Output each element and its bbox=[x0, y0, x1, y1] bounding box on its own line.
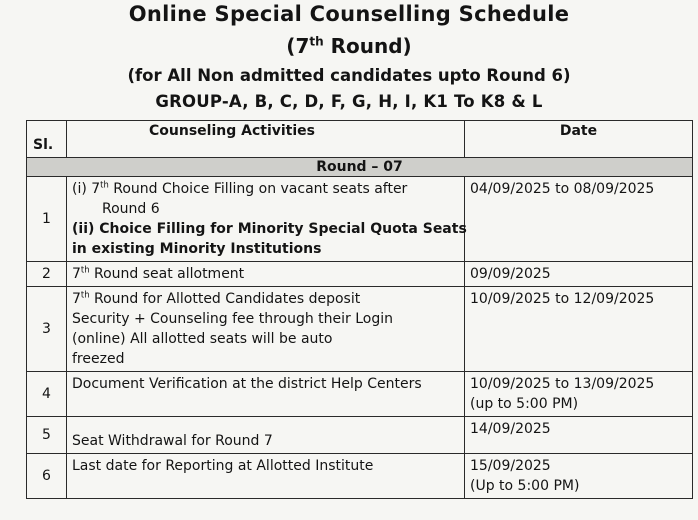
activity-text: (i) 7 bbox=[72, 181, 101, 197]
row-date bbox=[465, 454, 693, 499]
activity-line bbox=[72, 289, 459, 309]
activity-line: (ii) Choice Filling for Minority Special Quota Seats bbox=[72, 221, 467, 237]
round-heading-close: Round) bbox=[323, 34, 412, 58]
activity-line bbox=[72, 179, 459, 199]
activity-text: 7 bbox=[72, 291, 81, 307]
activity-line bbox=[72, 264, 459, 284]
table-header-row bbox=[27, 121, 693, 158]
table-row bbox=[27, 372, 693, 417]
activity-line: Document Verification at the district Help Centers bbox=[72, 376, 422, 392]
activity-line: Last date for Reporting at Allotted Institute bbox=[72, 458, 374, 474]
round-heading-open: (7 bbox=[286, 34, 310, 58]
date-text: 10/09/2025 to 13/09/2025 bbox=[470, 376, 655, 392]
activity-line: (online) All allotted seats will be auto bbox=[72, 331, 333, 347]
row-sl: 1 bbox=[27, 177, 67, 262]
activity-line: in existing Minority Institutions bbox=[72, 241, 322, 257]
row-date bbox=[465, 372, 693, 417]
activity-line: freezed bbox=[72, 351, 125, 367]
row-sl: 3 bbox=[27, 287, 67, 372]
row-sl: 5 bbox=[27, 417, 67, 454]
table-row bbox=[27, 417, 693, 454]
row-date bbox=[465, 417, 693, 454]
row-activity bbox=[67, 262, 465, 287]
row-activity bbox=[67, 417, 465, 454]
activity-line: Seat Withdrawal for Round 7 bbox=[72, 433, 273, 449]
activity-line: Round 6 bbox=[102, 201, 160, 217]
activity-line: Security + Counseling fee through their Login bbox=[72, 311, 394, 327]
header-date: Date bbox=[465, 121, 693, 158]
table-row bbox=[27, 454, 693, 499]
activity-text: Round seat allotment bbox=[89, 266, 245, 282]
group-list: GROUP-A, B, C, D, F, G, H, I, K1 To K8 & L bbox=[155, 92, 543, 111]
row-sl: 6 bbox=[27, 454, 67, 499]
round-heading-sup: th bbox=[309, 34, 324, 49]
date-text: 10/09/2025 to 12/09/2025 bbox=[470, 291, 655, 307]
round-label: Round – 07 bbox=[27, 158, 693, 177]
schedule-table bbox=[26, 120, 693, 499]
row-activity bbox=[67, 372, 465, 417]
row-activity bbox=[67, 177, 465, 262]
round-heading bbox=[0, 34, 698, 58]
round-row bbox=[27, 158, 693, 177]
header-sl: Sl. bbox=[27, 121, 67, 158]
date-text: 04/09/2025 to 08/09/2025 bbox=[470, 181, 655, 197]
row-activity bbox=[67, 287, 465, 372]
date-note: (Up to 5:00 PM) bbox=[470, 478, 580, 494]
eligibility-subtitle: (for All Non admitted candidates upto Round 6) bbox=[127, 66, 571, 85]
activity-text: 7 bbox=[72, 266, 81, 282]
date-text: 09/09/2025 bbox=[470, 266, 551, 282]
row-sl: 2 bbox=[27, 262, 67, 287]
table-row bbox=[27, 262, 693, 287]
activity-sup: th bbox=[80, 264, 90, 275]
activity-sup: th bbox=[100, 179, 109, 190]
activity-text: Round Choice Filling on vacant seats after bbox=[108, 181, 408, 197]
row-date bbox=[465, 177, 693, 262]
date-note: (up to 5:00 PM) bbox=[470, 396, 579, 412]
table-row bbox=[27, 287, 693, 372]
page-title: Online Special Counselling Schedule bbox=[128, 2, 570, 26]
row-activity bbox=[67, 454, 465, 499]
row-sl: 4 bbox=[27, 372, 67, 417]
table-row bbox=[27, 177, 693, 262]
row-date bbox=[465, 262, 693, 287]
date-text: 14/09/2025 bbox=[470, 421, 551, 437]
row-date bbox=[465, 287, 693, 372]
header-activities: Counseling Activities bbox=[67, 121, 465, 158]
date-text: 15/09/2025 bbox=[470, 458, 551, 474]
activity-sup: th bbox=[80, 289, 90, 300]
activity-text: Round for Allotted Candidates deposit bbox=[89, 291, 361, 307]
